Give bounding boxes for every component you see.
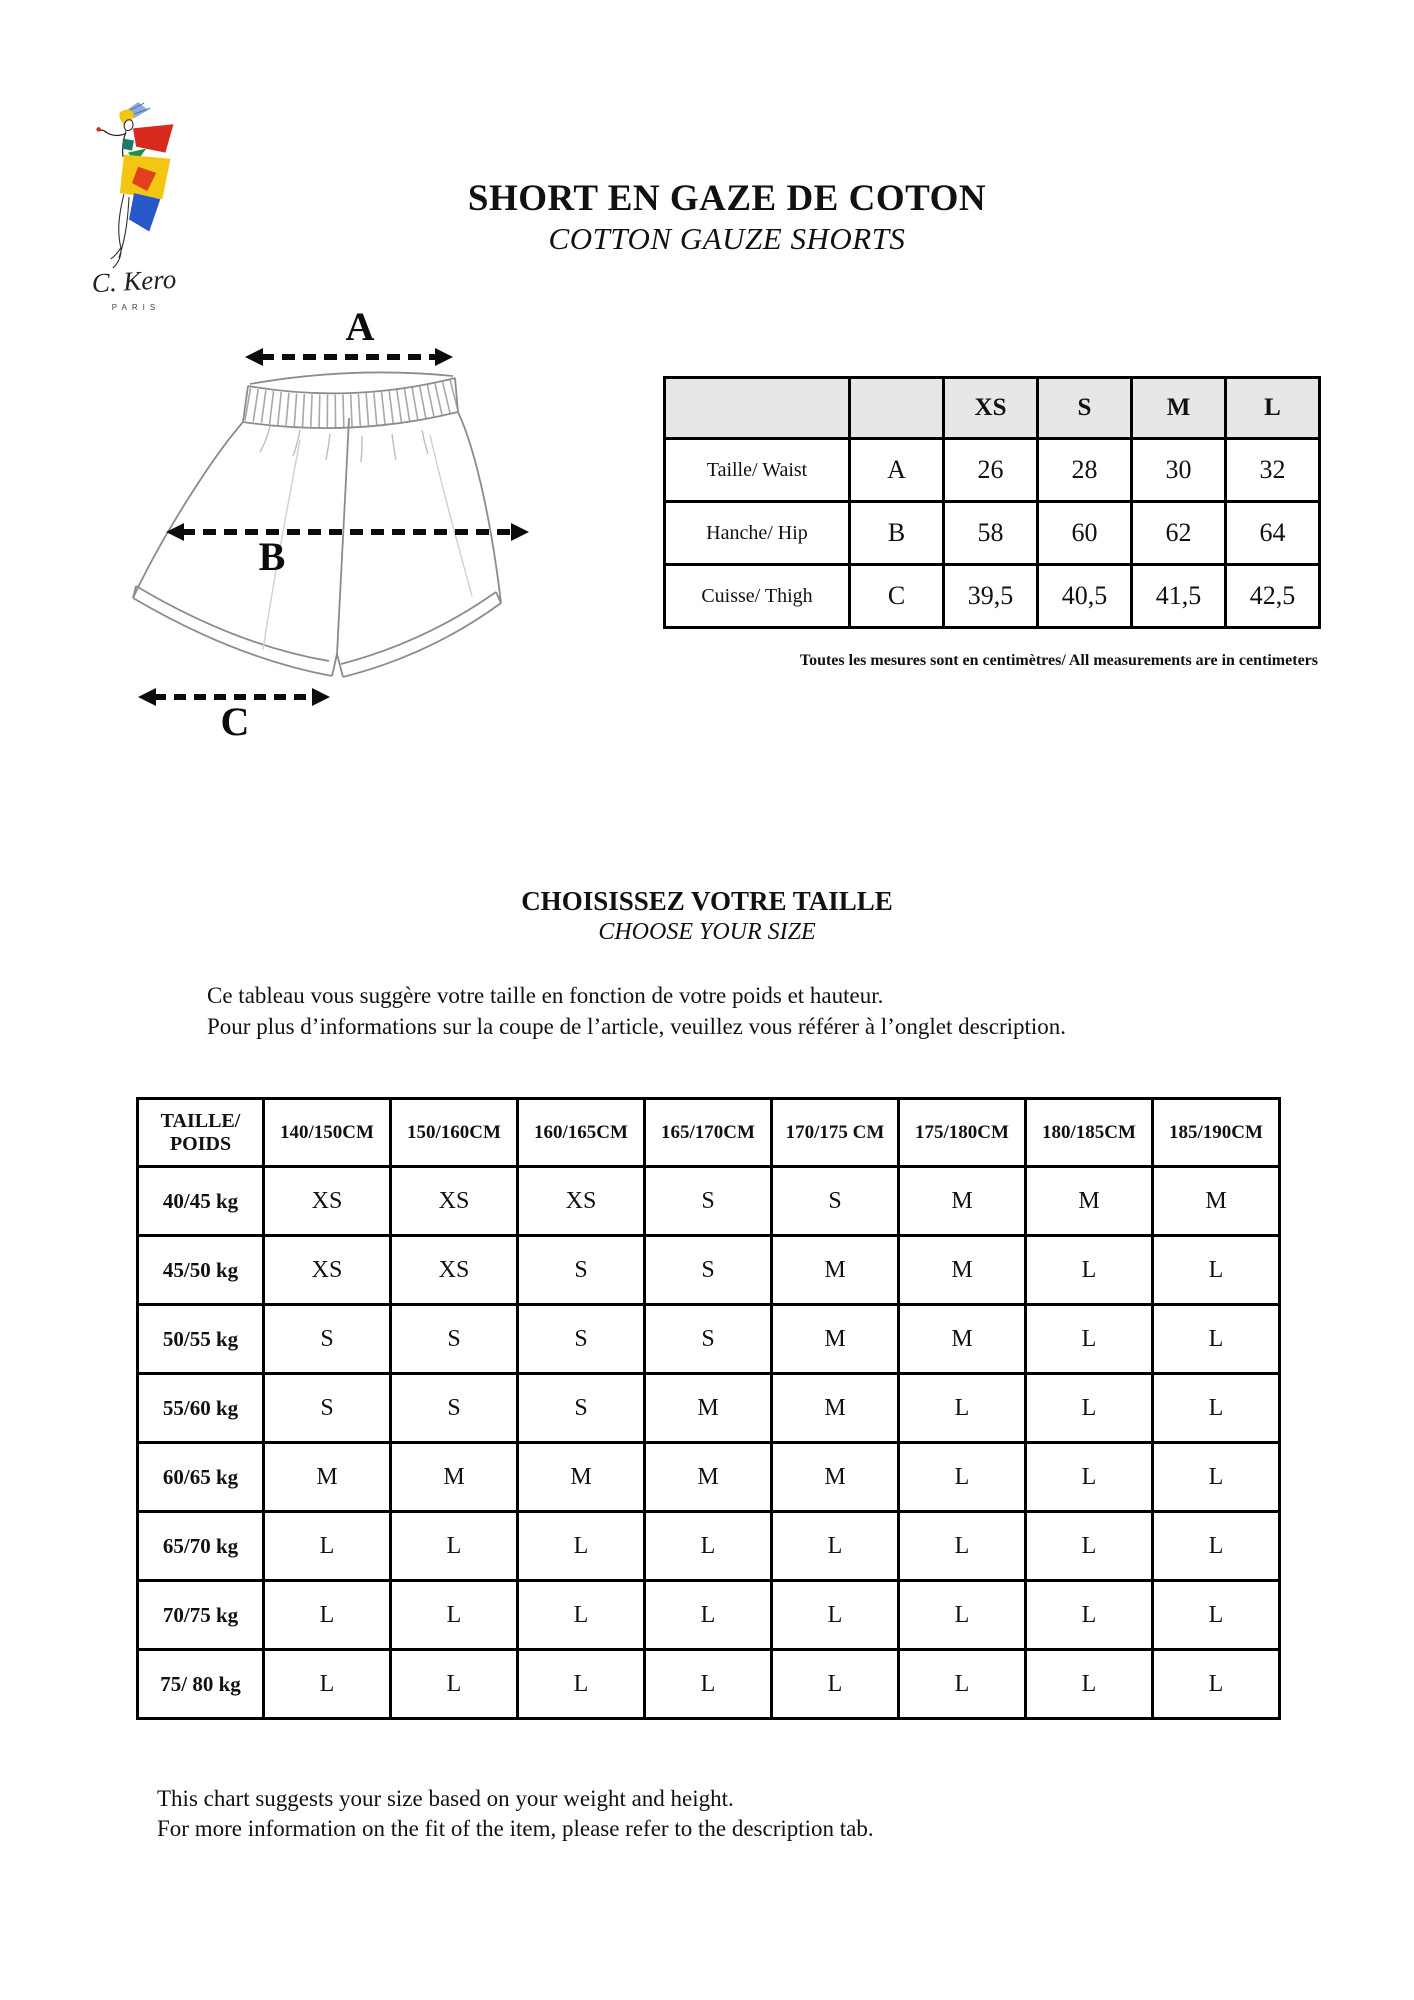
size-cell: L [1026,1443,1153,1512]
size-cell: L [1153,1581,1280,1650]
size-cell: L [1153,1443,1280,1512]
size-cell: S [391,1374,518,1443]
size-cell: L [264,1512,391,1581]
size-cell: S [264,1374,391,1443]
brand-city: PARIS [111,303,161,312]
measure-arrow-b [166,523,529,541]
weight-row-header: 65/70 kg [138,1512,264,1581]
size-cell: L [645,1512,772,1581]
size-cell: M [518,1443,645,1512]
measure-value: 39,5 [944,565,1038,628]
page-title-block [20,178,1414,256]
size-header: M [1132,378,1226,439]
measure-value: 30 [1132,439,1226,502]
size-cell: S [391,1305,518,1374]
size-cell: M [264,1443,391,1512]
measure-value: 41,5 [1132,565,1226,628]
size-cell: M [899,1167,1026,1236]
weight-row-header: 50/55 kg [138,1305,264,1374]
size-cell: S [645,1305,772,1374]
height-column-header: 175/180CM [899,1099,1026,1167]
table-row [138,1581,1280,1650]
table-row [665,565,1320,628]
gather-lines [260,426,428,462]
table-row [138,1236,1280,1305]
size-cell: L [1026,1512,1153,1581]
table-row [138,1443,1280,1512]
weight-row-header: 40/45 kg [138,1167,264,1236]
height-column-header: 160/165CM [518,1099,645,1167]
size-cell: M [899,1305,1026,1374]
measure-value: 42,5 [1226,565,1320,628]
waistband-ribbing [247,395,456,411]
height-column-header: 140/150CM [264,1099,391,1167]
size-cell: M [1026,1167,1153,1236]
size-cell: L [1026,1236,1153,1305]
fit-chart-header-row [138,1099,1280,1167]
header-empty-cell [850,378,944,439]
size-cell: L [518,1512,645,1581]
table-row [138,1374,1280,1443]
size-cell: L [518,1581,645,1650]
measure-value: 58 [944,502,1038,565]
size-cell: S [518,1305,645,1374]
size-cell: L [899,1650,1026,1719]
product-title-en: COTTON GAUZE SHORTS [548,220,906,256]
size-header: XS [944,378,1038,439]
size-cell: M [645,1443,772,1512]
table-row [138,1650,1280,1719]
size-cell: L [1153,1650,1280,1719]
weight-row-header: 75/ 80 kg [138,1650,264,1719]
height-column-header: 180/185CM [1026,1099,1153,1167]
outro-text-en-line2: For more information on the fit of the item, please refer to the description tab. [157,1816,874,1841]
shorts-measurement-diagram [100,300,540,745]
table-row [665,502,1320,565]
choose-size-title-en: CHOOSE YOUR SIZE [598,918,816,945]
height-column-header: 150/160CM [391,1099,518,1167]
height-column-header: 165/170CM [645,1099,772,1167]
measure-label: Taille/ Waist [665,439,850,502]
size-cell: M [772,1443,899,1512]
diagram-label-a: A [345,304,375,349]
weight-row-header: 60/65 kg [138,1443,264,1512]
size-cell: L [391,1512,518,1581]
size-cell: L [645,1581,772,1650]
size-cell: L [1153,1374,1280,1443]
measure-label: Cuisse/ Thigh [665,565,850,628]
size-cell: M [645,1374,772,1443]
size-cell: L [645,1650,772,1719]
measure-value: 60 [1038,502,1132,565]
size-cell: XS [264,1236,391,1305]
measure-value: 28 [1038,439,1132,502]
table-row [665,439,1320,502]
size-cell: L [391,1650,518,1719]
height-column-header: 185/190CM [1153,1099,1280,1167]
brand-name: C. Kero [90,263,177,299]
measure-value: 64 [1226,502,1320,565]
table-row [138,1512,1280,1581]
size-cell: L [1026,1374,1153,1443]
measure-label: Hanche/ Hip [665,502,850,565]
product-title-fr: SHORT EN GAZE DE COTON [467,178,987,219]
weight-row-header: 55/60 kg [138,1374,264,1443]
size-cell: M [1153,1167,1280,1236]
size-cell: L [391,1581,518,1650]
size-cell: L [1026,1305,1153,1374]
size-cell: L [772,1512,899,1581]
size-cell: L [1153,1236,1280,1305]
measure-value: 62 [1132,502,1226,565]
intro-text-fr [207,980,1066,1042]
size-cell: L [1153,1512,1280,1581]
table-row [138,1167,1280,1236]
outro-text-en [157,1784,874,1844]
size-cell: XS [264,1167,391,1236]
measure-letter: C [850,565,944,628]
measure-letter: A [850,439,944,502]
size-cell: L [772,1581,899,1650]
size-cell: L [1153,1305,1280,1374]
size-cell: S [645,1167,772,1236]
size-fit-chart [136,1097,1281,1720]
size-cell: L [1026,1581,1153,1650]
size-cell: L [899,1374,1026,1443]
size-cell: XS [391,1236,518,1305]
measure-value: 40,5 [1038,565,1132,628]
header-empty-cell [665,378,850,439]
measurements-header-row [665,378,1320,439]
size-header: L [1226,378,1320,439]
intro-text-fr-line2: Pour plus d’informations sur la coupe de l’article, veuillez vous référer à l’onglet description. [207,1014,1067,1039]
size-cell: XS [518,1167,645,1236]
size-cell: S [772,1167,899,1236]
units-note: Toutes les mesures sont en centimètres/ All measurements are in centimeters [799,652,1318,669]
size-cell: L [899,1512,1026,1581]
size-cell: S [264,1305,391,1374]
choose-size-heading [0,886,1414,946]
size-cell: S [645,1236,772,1305]
size-cell: L [772,1650,899,1719]
shorts-outline [133,412,501,677]
measure-arrow-a [245,348,453,366]
fold-lines [263,435,472,650]
size-cell: L [1026,1650,1153,1719]
size-cell: M [391,1443,518,1512]
size-cell: L [899,1443,1026,1512]
size-cell: XS [391,1167,518,1236]
weight-row-header: 70/75 kg [138,1581,264,1650]
intro-text-fr-line1: Ce tableau vous suggère votre taille en fonction de votre poids et hauteur. [207,983,884,1008]
diagram-label-b: B [258,534,286,579]
size-cell: M [772,1374,899,1443]
size-cell: L [518,1650,645,1719]
size-cell: M [772,1305,899,1374]
measure-value: 26 [944,439,1038,502]
weight-row-header: 45/50 kg [138,1236,264,1305]
table-row [138,1305,1280,1374]
size-cell: S [518,1236,645,1305]
size-header: S [1038,378,1132,439]
corner-header-line1: TAILLE/ [160,1109,241,1132]
corner-header-line2: POIDS [169,1132,232,1155]
size-cell: L [264,1650,391,1719]
size-cell: M [899,1236,1026,1305]
choose-size-title-fr: CHOISISSEZ VOTRE TAILLE [521,886,893,916]
corner-header [138,1099,264,1167]
measurements-table [663,376,1321,629]
size-cell: L [899,1581,1026,1650]
size-cell: L [264,1581,391,1650]
measure-value: 32 [1226,439,1320,502]
size-cell: M [772,1236,899,1305]
measure-letter: B [850,502,944,565]
height-column-header: 170/175 CM [772,1099,899,1167]
diagram-label-c: C [220,699,250,744]
outro-text-en-line1: This chart suggests your size based on your weight and height. [157,1786,734,1811]
size-cell: S [518,1374,645,1443]
